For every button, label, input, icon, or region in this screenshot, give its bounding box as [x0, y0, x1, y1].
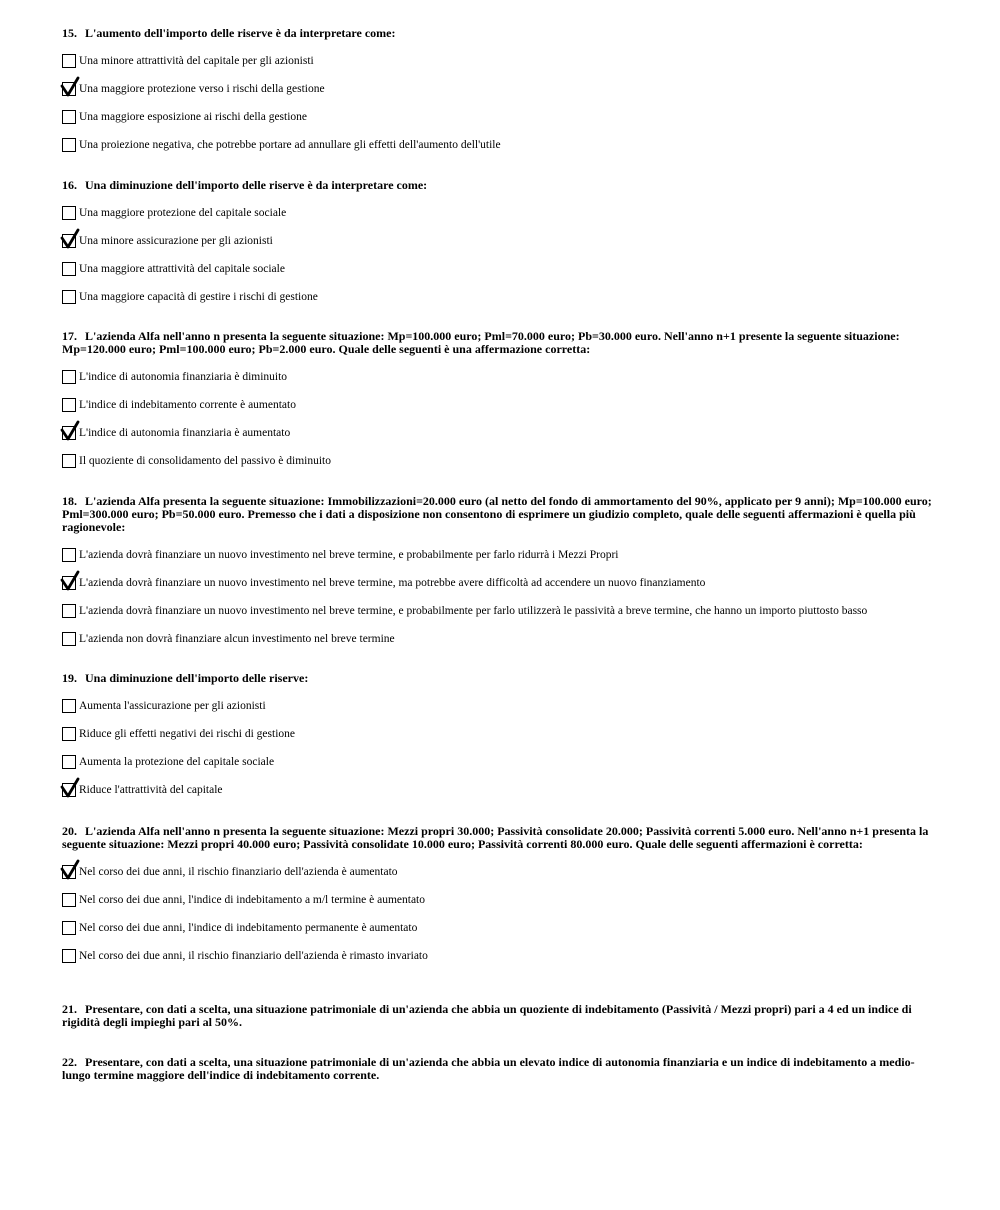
option-label: Una proiezione negativa, che potrebbe portare ad annullare gli effetti dell'aumento dell'utile [79, 139, 501, 151]
checkmark-icon [58, 74, 86, 102]
answer-option[interactable] [62, 541, 942, 569]
option-label: L'azienda dovrà finanziare un nuovo investimento nel breve termine, ma potrebbe avere difficoltà ad accendere un nuovo finanziamento [79, 577, 706, 589]
answer-option[interactable] [62, 419, 942, 447]
option-label: Una maggiore protezione del capitale sociale [79, 207, 287, 219]
question-title [62, 825, 942, 851]
question-16 [62, 179, 942, 311]
checkmark-icon [58, 418, 86, 446]
option-label: Una maggiore attrattività del capitale sociale [79, 263, 285, 275]
checkbox[interactable] [62, 727, 76, 741]
checkbox[interactable] [62, 398, 76, 412]
answer-option[interactable] [62, 283, 942, 311]
question-text: L'aumento dell'importo delle riserve è da interpretare come: [85, 26, 396, 40]
question-21 [62, 1003, 942, 1029]
option-label: Il quoziente di consolidamento del passivo è diminuito [79, 455, 331, 467]
option-label: Una maggiore protezione verso i rischi della gestione [79, 83, 325, 95]
options-list [62, 541, 942, 653]
checkbox[interactable] [62, 893, 76, 907]
option-label: L'indice di autonomia finanziaria è diminuito [79, 371, 288, 383]
question-number: 21. [62, 1002, 77, 1016]
question-text: Presentare, con dati a scelta, una situazione patrimoniale di un'azienda che abbia un elevato indice di autonomia finanziaria e un indice di indebitamento a medio-lungo termine maggiore dell'indice di indebitamento corrente. [62, 1055, 915, 1082]
answer-option[interactable] [62, 625, 942, 653]
option-label: L'azienda dovrà finanziare un nuovo investimento nel breve termine, e probabilmente per farlo ridurrà i Mezzi Propri [79, 549, 619, 561]
options-list [62, 363, 942, 475]
question-number: 17. [62, 329, 77, 343]
option-label: Nel corso dei due anni, il rischio finanziario dell'azienda è rimasto invariato [79, 950, 428, 962]
checkbox[interactable] [62, 454, 76, 468]
checkbox[interactable] [62, 206, 76, 220]
checkbox[interactable] [62, 604, 76, 618]
answer-option[interactable] [62, 47, 942, 75]
question-text: L'azienda Alfa nell'anno n presenta la seguente situazione: Mp=100.000 euro; Pml=70.000 euro; Pb=30.000 euro. Nell'anno n+1 presente la seguente situazione: Mp=120.000 euro; Pml=100.000 euro; Pb=2.000 euro. Quale delle seguenti è una affermazione corretta: [62, 329, 900, 356]
option-label: Aumenta l'assicurazione per gli azionisti [79, 700, 266, 712]
checkbox[interactable] [62, 632, 76, 646]
question-number: 19. [62, 671, 77, 685]
checkbox[interactable] [62, 755, 76, 769]
question-22 [62, 1056, 942, 1082]
answer-option[interactable] [62, 447, 942, 475]
checkbox[interactable] [62, 54, 76, 68]
answer-option[interactable] [62, 363, 942, 391]
answer-option[interactable] [62, 227, 942, 255]
option-label: Nel corso dei due anni, l'indice di indebitamento permanente è aumentato [79, 922, 418, 934]
question-number: 16. [62, 178, 77, 192]
answer-option[interactable] [62, 569, 942, 597]
answer-option[interactable] [62, 886, 942, 914]
answer-option[interactable] [62, 199, 942, 227]
answer-option[interactable] [62, 720, 942, 748]
question-number: 20. [62, 824, 77, 838]
question-title [62, 1003, 942, 1029]
question-19 [62, 672, 942, 804]
option-label: Aumenta la protezione del capitale sociale [79, 756, 275, 768]
option-label: L'azienda non dovrà finanziare alcun investimento nel breve termine [79, 633, 395, 645]
option-label: Nel corso dei due anni, l'indice di indebitamento a m/l termine è aumentato [79, 894, 426, 906]
answer-option[interactable] [62, 858, 942, 886]
question-title [62, 330, 942, 356]
checkbox[interactable] [62, 138, 76, 152]
answer-option[interactable] [62, 391, 942, 419]
question-15 [62, 27, 942, 159]
question-20 [62, 825, 942, 970]
answer-option[interactable] [62, 75, 942, 103]
question-title [62, 1056, 942, 1082]
checkbox[interactable] [62, 921, 76, 935]
option-label: Una maggiore capacità di gestire i rischi di gestione [79, 291, 318, 303]
option-label: Riduce l'attrattività del capitale [79, 784, 223, 796]
question-text: L'azienda Alfa presenta la seguente situazione: Immobilizzazioni=20.000 euro (al netto del fondo di ammortamento del 90%, applicato per 9 anni); Mp=100.000 euro; Pml=300.000 euro; Pb=50.000 euro. Premesso che i dati a disposizione non consentono di esprimere un giudizio completo, quale delle seguenti affermazioni è quella più ragionevole: [62, 494, 932, 534]
question-title [62, 27, 942, 40]
answer-option[interactable] [62, 255, 942, 283]
checkbox[interactable] [62, 699, 76, 713]
checkmark-icon [58, 226, 86, 254]
question-text: Una diminuzione dell'importo delle riserve è da interpretare come: [85, 178, 428, 192]
checkmark-icon [58, 568, 86, 596]
option-label: Una minore attrattività del capitale per gli azionisti [79, 55, 314, 67]
answer-option[interactable] [62, 748, 942, 776]
checkbox[interactable] [62, 262, 76, 276]
options-list [62, 692, 942, 804]
question-title [62, 495, 942, 534]
question-number: 18. [62, 494, 77, 508]
option-label: L'indice di autonomia finanziaria è aumentato [79, 427, 291, 439]
options-list [62, 199, 942, 311]
checkbox[interactable] [62, 370, 76, 384]
options-list [62, 858, 942, 970]
option-label: Una maggiore esposizione ai rischi della gestione [79, 111, 308, 123]
checkbox[interactable] [62, 110, 76, 124]
option-label: L'indice di indebitamento corrente è aumentato [79, 399, 296, 411]
question-text: Presentare, con dati a scelta, una situazione patrimoniale di un'azienda che abbia un quoziente di indebitamento (Passività / Mezzi propri) pari a 4 ed un indice di rigidità degli impieghi pari al 50%. [62, 1002, 912, 1029]
option-label: L'azienda dovrà finanziare un nuovo investimento nel breve termine, e probabilmente per farlo utilizzerà le passività a breve termine, che hanno un importo piuttosto basso [79, 605, 868, 617]
question-number: 22. [62, 1055, 77, 1069]
question-17 [62, 330, 942, 475]
checkmark-icon [58, 857, 86, 885]
question-18 [62, 495, 942, 653]
answer-option[interactable] [62, 131, 942, 159]
question-title [62, 179, 942, 192]
answer-option[interactable] [62, 692, 942, 720]
option-label: Nel corso dei due anni, il rischio finanziario dell'azienda è aumentato [79, 866, 398, 878]
answer-option[interactable] [62, 103, 942, 131]
checkbox[interactable] [62, 548, 76, 562]
question-text: L'azienda Alfa nell'anno n presenta la seguente situazione: Mezzi propri 30.000; Passività consolidate 20.000; Passività correnti 5.000 euro. Nell'anno n+1 presenta la seguente situazione: Mezzi propri 40.000 euro; Passività consolidate 10.000 euro; Passività correnti 80.000 euro. Quale delle seguenti affermazioni è corretta: [62, 824, 929, 851]
answer-option[interactable] [62, 776, 942, 804]
question-title [62, 672, 942, 685]
question-number: 15. [62, 26, 77, 40]
options-list [62, 47, 942, 159]
checkbox[interactable] [62, 290, 76, 304]
checkbox[interactable] [62, 949, 76, 963]
option-label: Una minore assicurazione per gli azionisti [79, 235, 273, 247]
answer-option[interactable] [62, 597, 942, 625]
answer-option[interactable] [62, 914, 942, 942]
option-label: Riduce gli effetti negativi dei rischi di gestione [79, 728, 295, 740]
question-text: Una diminuzione dell'importo delle riserve: [85, 671, 309, 685]
checkmark-icon [58, 775, 86, 803]
answer-option[interactable] [62, 942, 942, 970]
